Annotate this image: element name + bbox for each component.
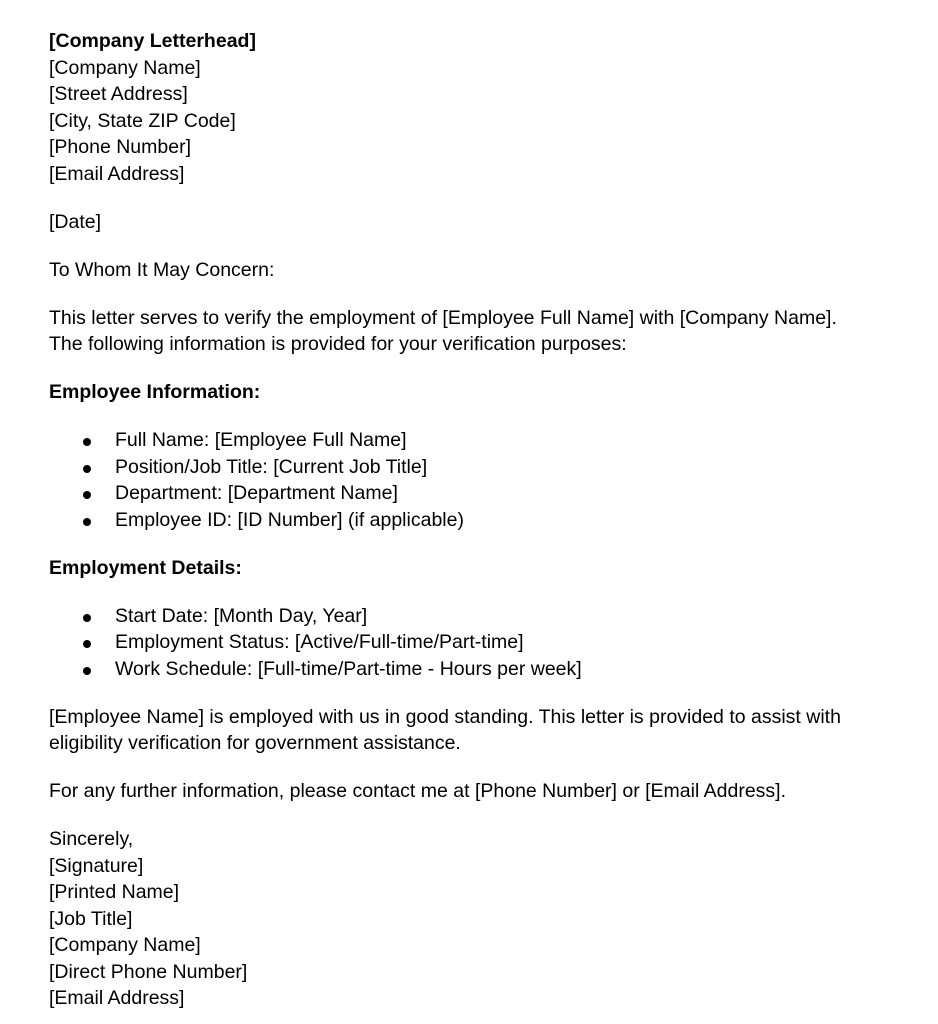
- letterhead-street-address: [Street Address]: [49, 83, 188, 105]
- salutation: To Whom It May Concern:: [49, 258, 275, 281]
- contact-paragraph: For any further information, please contact me at [Phone Number] or [Email Address].: [49, 780, 787, 802]
- intro-line: The following information is provided for your verification purposes:: [49, 333, 627, 355]
- employment-details-heading: Employment Details:: [49, 556, 242, 579]
- employee-information-list: [49, 427, 938, 533]
- letter-date: [Date]: [49, 210, 102, 233]
- bullet-icon: [83, 667, 91, 675]
- closing-signature: [Signature]: [49, 854, 144, 877]
- closing-job-title: [Job Title]: [49, 907, 133, 930]
- list-item-text: Start Date: [Month Day, Year]: [115, 604, 368, 627]
- letterhead: [49, 28, 938, 187]
- intro-line: This letter serves to verify the employment of [Employee Full Name] with [Company Name].: [49, 306, 837, 329]
- statement-line: [Employee Name] is employed with us in good standing. This letter is provided to assist with: [49, 705, 841, 728]
- list-item-text: Employee ID: [ID Number] (if applicable): [115, 508, 464, 531]
- bullet-icon: [83, 438, 91, 446]
- closing-block: [49, 826, 938, 1012]
- list-item: [49, 454, 938, 481]
- bullet-icon: [83, 491, 91, 499]
- list-item-text: Position/Job Title: [Current Job Title]: [115, 455, 428, 478]
- list-item-text: Full Name: [Employee Full Name]: [115, 429, 407, 451]
- employment-details-list: [49, 603, 938, 683]
- closing-direct-phone: [Direct Phone Number]: [49, 960, 248, 983]
- valediction: Sincerely,: [49, 828, 134, 850]
- intro-paragraph: [49, 305, 938, 358]
- letterhead-email: [Email Address]: [49, 162, 185, 185]
- list-item: [49, 603, 938, 630]
- bullet-icon: [83, 640, 91, 648]
- bullet-icon: [83, 465, 91, 473]
- bullet-icon: [83, 518, 91, 526]
- employee-information-heading: Employee Information:: [49, 381, 261, 403]
- closing-company-name: [Company Name]: [49, 934, 201, 956]
- list-item: [49, 656, 938, 683]
- list-item: [49, 427, 938, 454]
- bullet-icon: [83, 614, 91, 622]
- statement-line: eligibility verification for government assistance.: [49, 732, 461, 754]
- standing-statement: [49, 704, 938, 757]
- list-item-text: Employment Status: [Active/Full-time/Part-time]: [115, 631, 524, 653]
- letterhead-city-state-zip: [City, State ZIP Code]: [49, 109, 236, 132]
- list-item: [49, 629, 938, 656]
- list-item: [49, 480, 938, 507]
- list-item-text: Work Schedule: [Full-time/Part-time - Hours per week]: [115, 657, 582, 680]
- letterhead-title: [Company Letterhead]: [49, 30, 256, 52]
- list-item: [49, 507, 938, 534]
- closing-email: [Email Address]: [49, 987, 185, 1009]
- list-item-text: Department: [Department Name]: [115, 482, 398, 504]
- letterhead-phone: [Phone Number]: [49, 136, 191, 158]
- letterhead-company-name: [Company Name]: [49, 56, 201, 79]
- closing-printed-name: [Printed Name]: [49, 881, 180, 903]
